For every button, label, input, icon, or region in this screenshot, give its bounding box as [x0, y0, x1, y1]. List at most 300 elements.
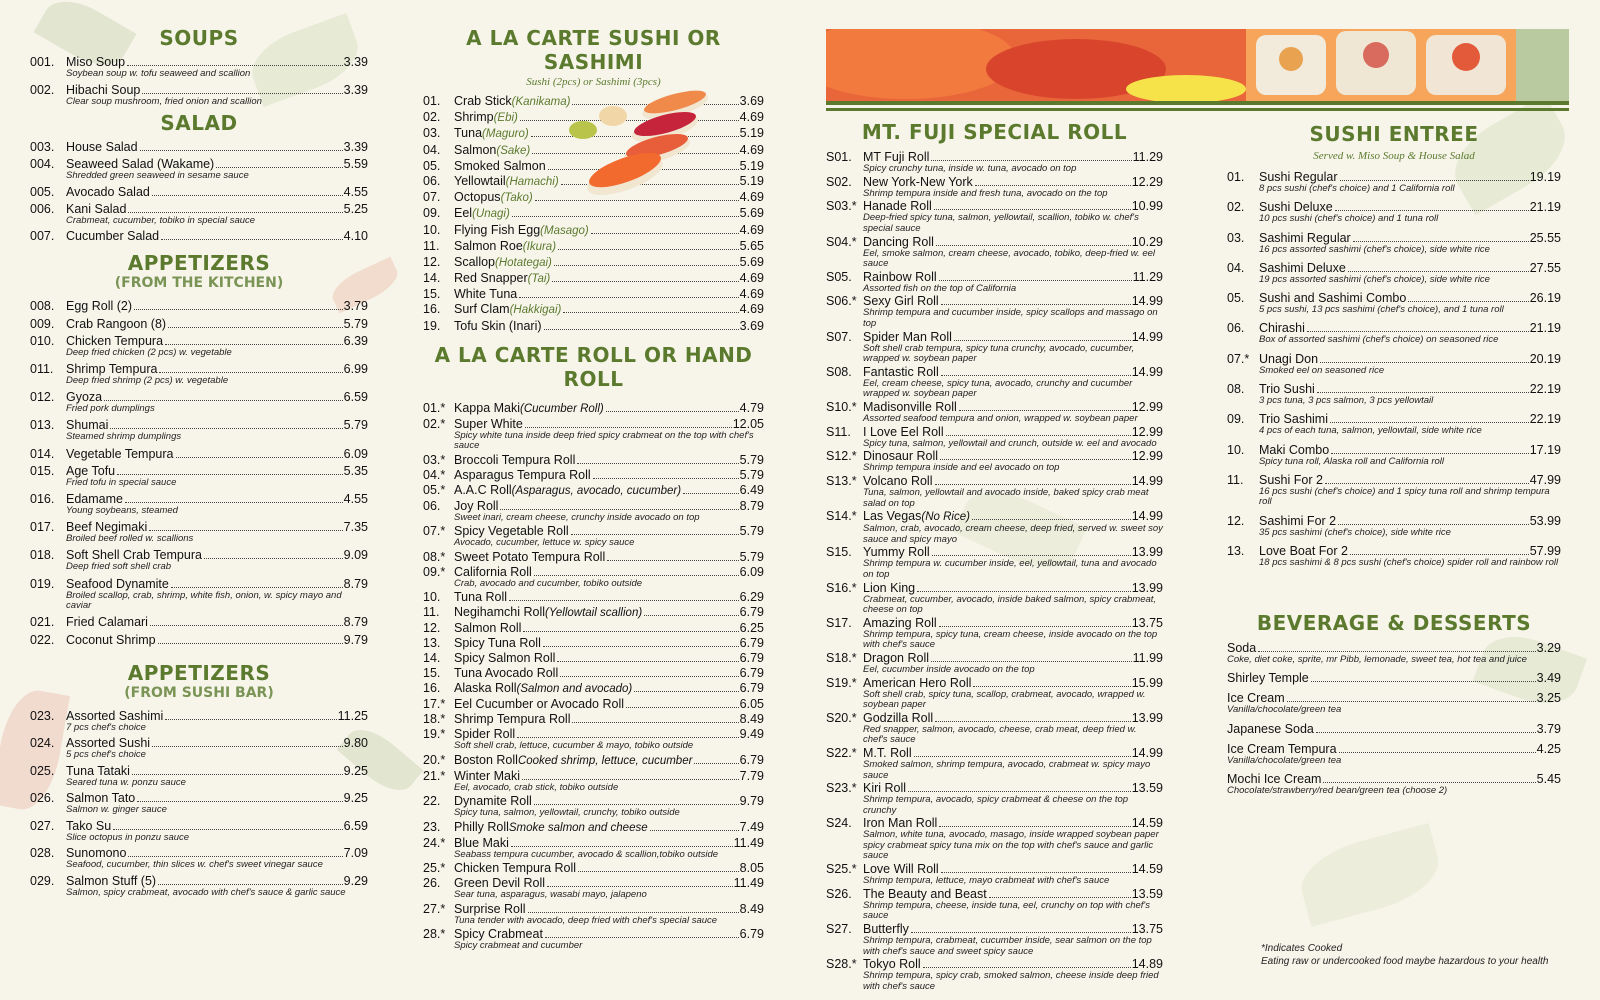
- dot-leader: [939, 826, 1130, 827]
- menu-item: [30, 157, 368, 182]
- item-description: 35 pcs sashimi (chef's choice), side white rice: [1259, 526, 1451, 538]
- dot-leader: [931, 661, 1132, 662]
- item-number: S25.*: [826, 862, 857, 877]
- menu-item-line: [1227, 170, 1561, 184]
- item-name: Amazing Roll: [863, 615, 937, 630]
- menu-item: [826, 150, 1163, 175]
- item-number: S14.*: [826, 509, 857, 524]
- item-number: 20.*: [423, 752, 446, 767]
- item-name: Broccoli Tempura Roll: [454, 452, 576, 467]
- item-number: 002.: [30, 82, 55, 97]
- dot-leader: [934, 209, 1131, 210]
- menu-item-line: [826, 270, 1163, 284]
- item-price: 20.19: [1529, 351, 1561, 366]
- item-alt-name: (Hakkigai): [509, 304, 562, 317]
- item-name: Tofu Skin (Inari): [454, 318, 542, 333]
- dot-leader: [931, 160, 1131, 161]
- menu-item-line: [1227, 772, 1561, 786]
- menu-item-line: [30, 791, 368, 805]
- item-number: 012.: [30, 390, 55, 405]
- item-name: Shrimp: [454, 110, 494, 125]
- item-price: 19.19: [1529, 170, 1561, 184]
- item-number: S23.*: [826, 781, 857, 796]
- dot-leader: [644, 615, 738, 616]
- appetizers-kitchen-list: [30, 299, 368, 647]
- item-number: 026.: [30, 791, 55, 806]
- item-number: 04.: [1227, 260, 1245, 275]
- item-number: 22.: [423, 794, 441, 809]
- item-description: Crabmeat, cucumber, tobiko in special sauce: [66, 214, 256, 226]
- soups-list: [30, 55, 368, 107]
- item-price: 14.99: [1131, 509, 1163, 524]
- dot-leader: [132, 774, 343, 775]
- sushi-entree-heading: SUSHI ENTREE: [1309, 122, 1479, 146]
- item-price: 5.19: [739, 158, 764, 173]
- item-name: Spicy Tuna Roll: [454, 636, 541, 651]
- menu-item-line: [826, 581, 1163, 595]
- menu-item-line: [1227, 641, 1561, 655]
- item-price: 4.10: [343, 229, 368, 243]
- dot-leader: [560, 676, 738, 677]
- item-price: 4.69: [739, 302, 764, 317]
- menu-item: [423, 636, 764, 650]
- dot-leader: [110, 428, 342, 429]
- dot-leader: [954, 340, 1131, 341]
- menu-item-line: [826, 816, 1163, 830]
- item-description: Soft shell crab tempura, spicy tuna crunchy, avocado, cucumber, wrapped w. soybean paper: [863, 342, 1135, 365]
- item-description: Shrimp tempura, lettuce, mayo crabmeat with chef's sauce: [863, 875, 1110, 887]
- dot-leader: [140, 150, 343, 151]
- item-price: 13.59: [1131, 886, 1163, 901]
- item-description: Vanilla/chocolate/green tea: [1227, 754, 1342, 766]
- item-name: Love Boat For 2: [1259, 544, 1348, 559]
- item-price: 5.79: [739, 549, 764, 564]
- menu-item-line: [826, 887, 1163, 901]
- menu-item: [423, 836, 764, 861]
- item-price: 4.69: [739, 190, 764, 205]
- item-price: 8.05: [739, 861, 764, 876]
- dot-leader: [571, 534, 739, 535]
- dot-leader: [972, 519, 1131, 520]
- dot-leader: [923, 967, 1131, 968]
- sushi-entree-list: [1227, 170, 1561, 569]
- dot-leader: [941, 375, 1131, 376]
- item-price: 21.19: [1529, 200, 1561, 215]
- dot-leader: [1340, 180, 1529, 181]
- menu-item-line: [30, 83, 368, 97]
- item-number: 025.: [30, 763, 55, 778]
- item-name: Kiri Roll: [863, 781, 907, 796]
- item-alt-name: Cooked shrimp, lettuce, cucumber: [517, 754, 693, 767]
- menu-item: [30, 83, 368, 108]
- item-name: Sashimi Regular: [1259, 230, 1351, 245]
- item-description: Slice octopus in ponzu sauce: [66, 831, 190, 843]
- dot-leader: [522, 779, 739, 780]
- dot-leader: [558, 249, 739, 250]
- menu-item: [30, 334, 368, 359]
- item-alt-name: (Maguro): [482, 128, 529, 141]
- menu-item: [423, 753, 764, 768]
- item-description: 7 pcs chef's choice: [66, 721, 146, 733]
- item-name: Beef Negimaki: [66, 520, 148, 535]
- menu-item: [30, 615, 368, 629]
- item-number: S16.*: [826, 580, 857, 595]
- item-name: Tokyo Roll: [863, 957, 921, 972]
- item-name: Sushi and Sashimi Combo: [1259, 291, 1407, 306]
- item-description: Smoked eel on seasoned rice: [1259, 364, 1385, 376]
- item-description: Spicy tuna, salmon, yellowtail and crunch, outside w. eel and avocado: [863, 437, 1157, 449]
- item-number: S13.*: [826, 474, 857, 489]
- item-number: S05.: [826, 269, 852, 284]
- menu-item-line: [423, 697, 764, 711]
- menu-item-line: [1227, 321, 1561, 335]
- dot-leader: [1317, 392, 1529, 393]
- item-name: I Love Eel Roll: [863, 424, 944, 439]
- item-number: 014.: [30, 446, 55, 461]
- item-price: 25.55: [1529, 230, 1561, 245]
- item-number: S26.: [826, 886, 852, 901]
- item-price: 7.79: [739, 768, 764, 783]
- menu-item-line: [1227, 544, 1561, 558]
- item-price: 11.99: [1132, 651, 1163, 665]
- dot-leader: [534, 575, 739, 576]
- item-number: 023.: [30, 708, 55, 723]
- menu-item: [30, 447, 368, 461]
- item-name: Scallop: [454, 254, 495, 269]
- dot-leader: [204, 558, 343, 559]
- item-price: 10.99: [1131, 199, 1163, 214]
- item-number: 09.*: [423, 564, 446, 579]
- item-price: 7.09: [343, 846, 368, 861]
- item-price: 14.59: [1131, 862, 1163, 877]
- item-number: 08.: [1227, 382, 1245, 397]
- dot-leader: [959, 410, 1131, 411]
- item-price: 4.69: [739, 110, 764, 125]
- dot-leader: [158, 884, 343, 885]
- item-name: Dinosaur Roll: [863, 449, 939, 464]
- item-name: Green Devil Roll: [454, 876, 546, 891]
- menu-item-line: [423, 753, 764, 768]
- item-name: Ice Cream Tempura: [1227, 741, 1337, 756]
- beverage-list: [1227, 641, 1561, 797]
- menu-item-line: [826, 150, 1163, 164]
- item-name: Butterfly: [863, 922, 909, 936]
- item-name: Yummy Roll: [863, 545, 930, 560]
- menu-item-line: [826, 199, 1163, 213]
- menu-item: [1227, 742, 1561, 767]
- column-3: [826, 0, 1163, 1000]
- dot-leader: [523, 631, 738, 632]
- item-description: Red snapper, salmon, avocado, cheese, crab meat, deep fried w. chef's sauce: [863, 723, 1137, 746]
- menu-item: [1227, 514, 1561, 539]
- item-name: Dragon Roll: [863, 651, 930, 665]
- item-price: 5.65: [739, 238, 764, 253]
- menu-item: [30, 202, 368, 227]
- dot-leader: [168, 327, 343, 328]
- item-name: Love Will Roll: [863, 862, 939, 877]
- item-description: Eel, avocado, crab stick, tobiko outside: [454, 781, 619, 793]
- dot-leader: [941, 872, 1131, 873]
- item-alt-name: (Hamachi): [505, 175, 559, 188]
- dot-leader: [935, 721, 1131, 722]
- item-name: The Beauty and Beast: [863, 886, 987, 901]
- item-number: S12.*: [826, 449, 857, 464]
- item-number: 06.: [423, 173, 441, 188]
- menu-item-line: [423, 712, 764, 726]
- item-number: 12.: [1227, 513, 1245, 528]
- dot-leader: [911, 932, 1131, 933]
- item-description: Sweet inari, cream cheese, crunchy inside avocado on top: [454, 511, 700, 523]
- menu-item-line: [423, 820, 764, 835]
- dot-leader: [165, 344, 343, 345]
- dot-leader: [939, 280, 1132, 281]
- menu-item-line: [826, 922, 1163, 936]
- menu-item: [423, 524, 764, 549]
- item-price: 7.49: [739, 819, 764, 834]
- menu-item-line: [423, 927, 764, 941]
- dot-leader: [554, 265, 739, 266]
- dot-leader: [563, 312, 738, 313]
- menu-item-line: [826, 509, 1163, 524]
- menu-item-line: [423, 836, 764, 850]
- item-name: Egg Roll (2): [66, 299, 132, 313]
- item-number: 04.: [423, 142, 441, 157]
- item-number: S04.*: [826, 234, 857, 249]
- item-price: 4.55: [343, 492, 368, 507]
- menu-item-line: [1227, 473, 1561, 487]
- menu-item-line: [826, 474, 1163, 488]
- item-price: 3.69: [739, 94, 764, 108]
- item-price: 6.09: [343, 446, 368, 461]
- dot-leader: [591, 233, 739, 234]
- item-price: 3.79: [1536, 721, 1561, 736]
- menu-item: [423, 401, 764, 416]
- item-number: 13.: [423, 636, 441, 651]
- dot-leader: [165, 719, 336, 720]
- item-price: 5.45: [1536, 772, 1561, 787]
- dot-leader: [528, 912, 739, 913]
- item-name: Boston Roll: [454, 752, 518, 767]
- item-description: 5 pcs sushi, 13 pcs sashimi (chef's choice), and 1 tuna roll: [1259, 304, 1504, 316]
- dot-leader: [940, 459, 1131, 460]
- item-name: Age Tofu: [66, 464, 116, 479]
- menu-item: [1227, 170, 1561, 195]
- appetizers-kitchen-heading: APPETIZERS: [127, 251, 271, 275]
- item-alt-name: (Salmon and avocado): [516, 683, 633, 696]
- item-description: 19 pcs assorted sashimi (chef's choice), side white rice: [1259, 273, 1490, 285]
- menu-item-line: [826, 651, 1163, 665]
- menu-item: [30, 709, 368, 734]
- item-number: 14.: [423, 651, 441, 666]
- item-name: Spicy Vegetable Roll: [454, 524, 569, 539]
- item-name: Assorted Sushi: [66, 736, 151, 751]
- menu-item-line: [1227, 722, 1561, 736]
- item-number: S08.: [826, 364, 852, 379]
- item-price: 6.79: [739, 927, 764, 942]
- item-name: Godzilla Roll: [863, 710, 934, 725]
- menu-item-line: [30, 317, 368, 331]
- item-price: 11.29: [1132, 150, 1163, 164]
- special-roll-list: [826, 150, 1163, 992]
- item-name: Crab Rangoon (8): [66, 316, 167, 331]
- item-name: Volcano Roll: [863, 474, 933, 489]
- dot-leader: [578, 871, 739, 872]
- dot-leader: [127, 65, 343, 66]
- dot-leader: [1307, 331, 1529, 332]
- item-name: Philly Roll: [454, 819, 509, 834]
- item-number: 027.: [30, 818, 55, 833]
- item-name: Sushi Regular: [1259, 170, 1338, 184]
- menu-item: [423, 681, 764, 696]
- item-description: Seared tuna w. ponzu sauce: [66, 776, 186, 788]
- item-price: 6.79: [739, 666, 764, 681]
- menu-item: [423, 483, 764, 498]
- dot-leader: [519, 297, 738, 298]
- item-price: 14.99: [1131, 294, 1163, 309]
- item-price: 10.29: [1131, 234, 1163, 249]
- item-number: S10.*: [826, 400, 857, 414]
- item-description: Salmon, spicy crabmeat, avocado with chef's sauce & garlic sauce: [66, 886, 346, 898]
- menu-item-line: [826, 862, 1163, 876]
- item-price: 9.25: [343, 791, 368, 806]
- menu-item-line: [826, 545, 1163, 559]
- item-number: S01.: [826, 150, 852, 164]
- item-description: Smoked salmon, shrimp tempura, avocado, crabmeat w. spicy mayo sauce: [863, 759, 1151, 781]
- item-alt-name: (Tako): [500, 192, 533, 205]
- menu-item: [826, 616, 1163, 651]
- dot-leader: [125, 502, 343, 503]
- item-number: 07.: [423, 190, 441, 205]
- menu-item-line: [30, 447, 368, 461]
- item-number: 06.: [423, 498, 441, 513]
- menu-item-line: [30, 709, 368, 723]
- item-price: 13.75: [1131, 922, 1163, 936]
- item-name: Blue Maki: [454, 835, 509, 850]
- item-name: Super White: [454, 416, 523, 431]
- menu-item-line: [826, 957, 1163, 971]
- item-name: Sashimi For 2: [1259, 513, 1337, 528]
- item-name: Iron Man Roll: [863, 816, 938, 831]
- menu-item: [423, 876, 764, 901]
- dot-leader: [1325, 483, 1529, 484]
- item-name: Shrimp Tempura Roll: [454, 712, 571, 727]
- item-number: 001.: [30, 55, 55, 69]
- item-price: 12.29: [1131, 174, 1163, 189]
- item-alt-name: Smoke salmon and cheese: [508, 821, 648, 834]
- item-alt-name: (Asparagus, avocado, cucumber): [511, 484, 682, 497]
- menu-item: [30, 299, 368, 313]
- menu-item-line: [423, 287, 764, 301]
- item-description: Spicy tuna, salmon, yellowtail, crunchy, tobiko outside: [454, 807, 680, 819]
- item-number: 01.*: [423, 400, 446, 415]
- item-number: S27.: [826, 922, 852, 936]
- item-name: Hibachi Soup: [66, 82, 141, 97]
- menu-item-line: [30, 874, 368, 888]
- menu-item: [826, 199, 1163, 234]
- menu-item: [826, 509, 1163, 545]
- item-name: Sushi Deluxe: [1259, 200, 1333, 215]
- item-description: Soft shell crab, spicy tuna, scallop, crabmeat, avocado, wrapped w. soybean paper: [863, 688, 1146, 711]
- item-number: 24.*: [423, 835, 446, 850]
- item-name: Tako Su: [66, 818, 112, 833]
- item-alt-name: (Kanikama): [511, 96, 571, 108]
- item-name: Ice Cream: [1227, 691, 1285, 706]
- item-name: Eel Cucumber or Avocado Roll: [454, 697, 624, 712]
- item-name: Maki Combo: [1259, 442, 1330, 457]
- item-name: California Roll: [454, 564, 532, 579]
- item-description: Chocolate/strawberry/red bean/green tea (choose 2): [1227, 785, 1448, 797]
- dot-leader: [545, 937, 739, 938]
- dot-leader: [606, 411, 739, 412]
- dot-leader: [939, 626, 1131, 627]
- item-description: Broiled beef rolled w. scallions: [66, 533, 194, 545]
- menu-item-line: [1227, 742, 1561, 756]
- menu-item-line: [1227, 412, 1561, 426]
- dot-leader: [1316, 732, 1536, 733]
- column-1: [30, 0, 368, 1000]
- menu-item: [826, 862, 1163, 887]
- item-price: 14.59: [1131, 816, 1163, 831]
- menu-item-line: [423, 524, 764, 538]
- item-description: Shrimp tempura, spicy crab, smoked salmon, cheese inside deep fried with chef's sauce: [863, 970, 1159, 992]
- dot-leader: [1353, 241, 1529, 242]
- item-number: 05.: [423, 158, 441, 173]
- item-number: 09.: [423, 206, 441, 221]
- item-name: Spider Man Roll: [863, 329, 952, 344]
- item-number: 010.: [30, 334, 55, 349]
- item-alt-name: (Unagi): [472, 208, 510, 221]
- item-name: Octopus: [454, 190, 501, 205]
- item-price: 6.05: [739, 697, 764, 712]
- item-description: Deep-fried spicy tuna, salmon, yellowtail, scallion, tobiko w. chef's special sauce: [863, 212, 1139, 234]
- item-name: American Hero Roll: [863, 675, 972, 690]
- item-number: 04.*: [423, 467, 446, 482]
- menu-item: [423, 820, 764, 835]
- menu-item-line: [423, 902, 764, 916]
- item-name: Salmon Stuff (5): [66, 873, 157, 888]
- item-alt-name: (Hotategai): [495, 256, 552, 269]
- item-number: S17.: [826, 615, 852, 630]
- menu-item-line: [30, 633, 368, 647]
- menu-item-line: [1227, 514, 1561, 528]
- dot-leader: [975, 185, 1131, 186]
- item-name: Seafood Dynamite: [66, 576, 169, 591]
- item-alt-name: (Tai): [527, 273, 551, 286]
- item-name: Vegetable Tempura: [66, 446, 174, 461]
- menu-item: [1227, 473, 1561, 508]
- item-number: 10.: [423, 590, 441, 605]
- item-name: Salmon Roe: [454, 238, 523, 253]
- menu-item: [826, 294, 1163, 329]
- item-price: 7.35: [343, 520, 368, 535]
- menu-item: [1227, 412, 1561, 437]
- item-number: 02.: [423, 110, 441, 125]
- item-description: Deep fried chicken (2 pcs) w. vegetable: [66, 347, 232, 359]
- menu-item: [30, 140, 368, 154]
- item-name: Eel: [454, 206, 473, 221]
- item-description: 8 pcs sushi (chef's choice) and 1 California roll: [1259, 183, 1455, 194]
- item-price: 26.19: [1529, 291, 1561, 306]
- item-price: 5.19: [739, 126, 764, 141]
- item-name: Winter Maki: [454, 768, 520, 783]
- item-number: 05.*: [423, 482, 446, 497]
- menu-item-line: [826, 365, 1163, 379]
- menu-item-line: [30, 185, 368, 199]
- menu-item-line: [30, 299, 368, 313]
- item-price: 14.89: [1131, 957, 1163, 972]
- item-description: Young soybeans, steamed: [66, 505, 178, 517]
- menu-item-line: [30, 55, 368, 69]
